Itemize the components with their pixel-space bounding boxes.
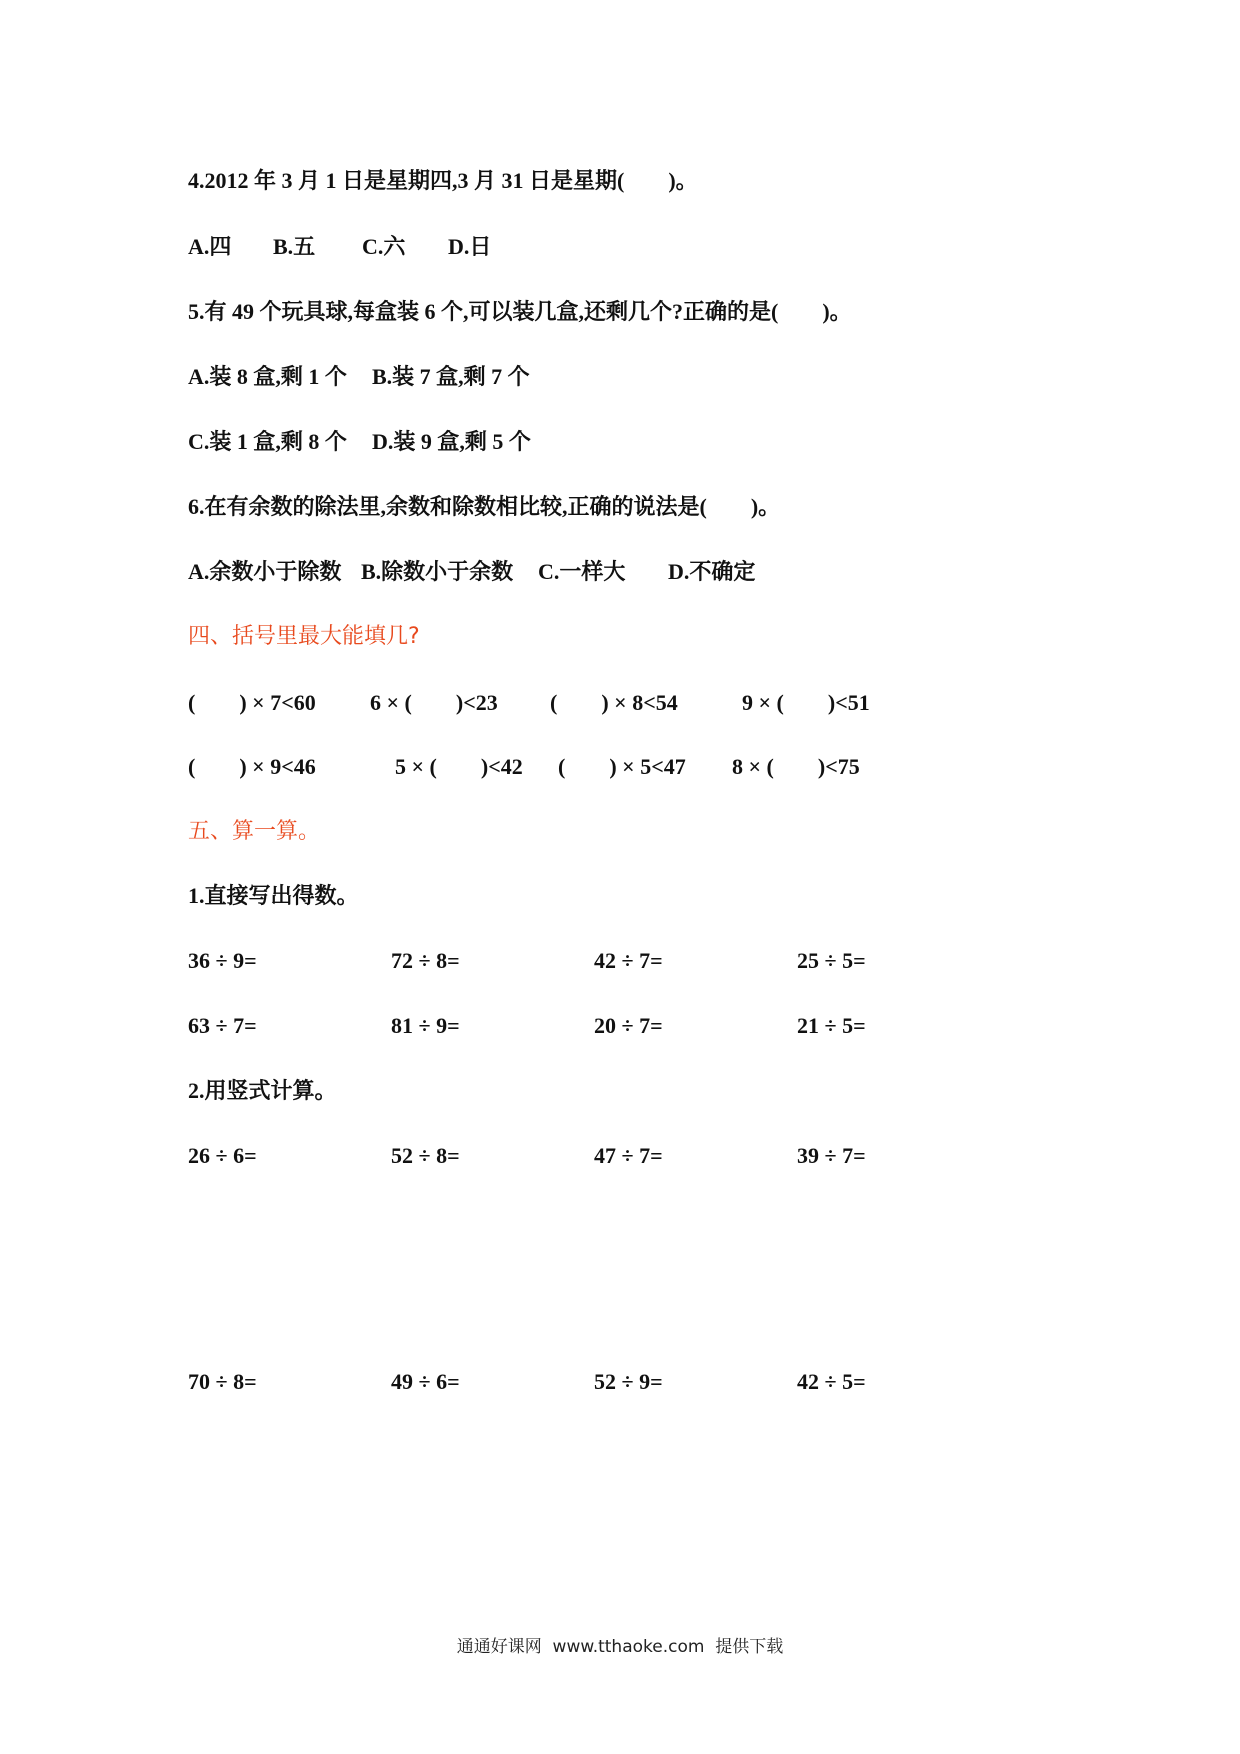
section4-item: 6 × ( )<23 [370,690,498,715]
section5-part2-title: 2.用竖式计算。 [188,1078,337,1103]
calc-item: 21 ÷ 5= [797,1013,866,1038]
vertical-calc-item: 39 ÷ 7= [797,1143,866,1168]
calc-item: 63 ÷ 7= [188,1013,257,1038]
vertical-calc-item: 52 ÷ 9= [594,1369,663,1394]
q4-option-b: B.五 [273,234,316,259]
q5-option-a: A.装 8 盒,剩 1 个 [188,364,347,389]
vertical-calc-item: 49 ÷ 6= [391,1369,460,1394]
calc-item: 36 ÷ 9= [188,948,257,973]
vertical-calc-item: 26 ÷ 6= [188,1143,257,1168]
section4-item: 5 × ( )<42 [395,754,523,779]
section4-item: ( ) × 9<46 [188,754,316,779]
section4-item: ( ) × 7<60 [188,690,316,715]
q4-stem: 4.2012 年 3 月 1 日是星期四,3 月 31 日是星期( )。 [188,168,698,193]
q6-option-b: B.除数小于余数 [361,559,514,584]
page-footer: 通通好课网 www.tthaoke.com 提供下载 [456,1637,784,1657]
q4-option-a: A.四 [188,234,232,259]
section5-title: 五、算一算。 [188,819,321,844]
q5-option-d: D.装 9 盒,剩 5 个 [372,429,531,454]
calc-item: 81 ÷ 9= [391,1013,460,1038]
q5-option-b: B.装 7 盒,剩 7 个 [372,364,530,389]
section4-item: ( ) × 5<47 [558,754,686,779]
calc-item: 25 ÷ 5= [797,948,866,973]
q6-stem: 6.在有余数的除法里,余数和除数相比较,正确的说法是( )。 [188,494,781,519]
vertical-calc-item: 70 ÷ 8= [188,1369,257,1394]
q4-option-d: D.日 [448,234,492,259]
vertical-calc-item: 47 ÷ 7= [594,1143,663,1168]
q6-option-d: D.不确定 [668,559,756,584]
q5-stem: 5.有 49 个玩具球,每盒装 6 个,可以装几盒,还剩几个?正确的是( )。 [188,299,852,324]
q5-option-c: C.装 1 盒,剩 8 个 [188,429,347,454]
section5-part1-title: 1.直接写出得数。 [188,883,359,908]
section4-item: 8 × ( )<75 [732,754,860,779]
section4-item: ( ) × 8<54 [550,690,678,715]
vertical-calc-item: 42 ÷ 5= [797,1369,866,1394]
calc-item: 20 ÷ 7= [594,1013,663,1038]
calc-item: 42 ÷ 7= [594,948,663,973]
q6-option-c: C.一样大 [538,559,626,584]
q6-option-a: A.余数小于除数 [188,559,342,584]
section4-title: 四、括号里最大能填几? [188,624,420,649]
q4-option-c: C.六 [362,234,406,259]
section4-item: 9 × ( )<51 [742,690,870,715]
calc-item: 72 ÷ 8= [391,948,460,973]
vertical-calc-item: 52 ÷ 8= [391,1143,460,1168]
